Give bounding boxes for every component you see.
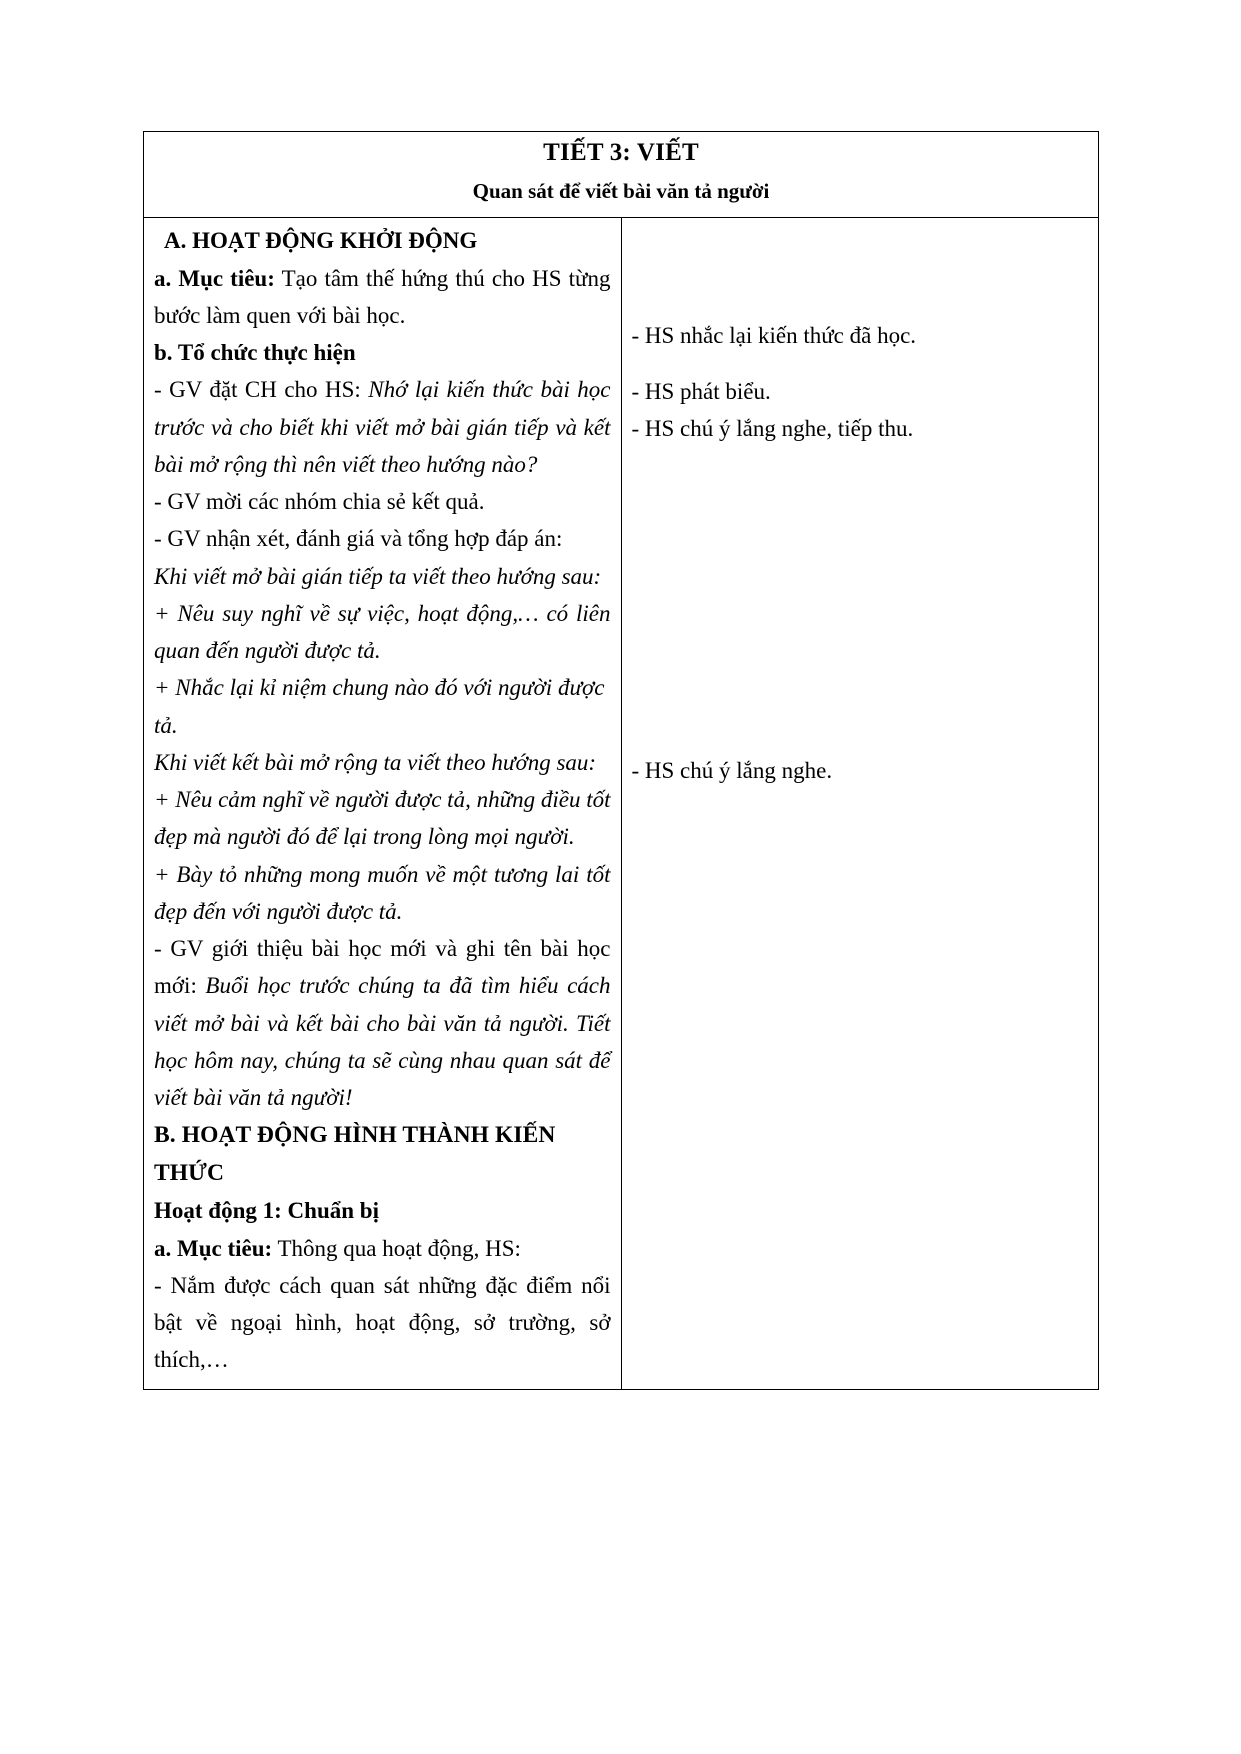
bullet-item-4: + Bày tỏ những mong muốn về một tương lai tốt đẹp đến với người được tả. — [154, 861, 611, 924]
teacher-introduce-lesson — [154, 930, 611, 1116]
teacher-question-line — [154, 371, 611, 483]
lesson-title-cell — [144, 132, 1099, 218]
bullet-item-1: + Nêu suy nghĩ về sự việc, hoạt động,… có liên quan đến người được tả. — [154, 600, 611, 663]
organization-heading: b. Tổ chức thực hiện — [154, 340, 356, 365]
right-column-spacer-top — [632, 222, 1089, 317]
teacher-activity-cell — [144, 218, 622, 1389]
objective-a-label: a. Mục tiêu: — [154, 265, 275, 291]
page-title: TIẾT 3: VIẾT — [543, 139, 699, 166]
page-subtitle: Quan sát để viết bài văn tả người — [472, 178, 770, 203]
table-row-content — [144, 218, 1099, 1389]
student-listen-attentively: - HS chú ý lắng nghe. — [631, 758, 833, 783]
student-recall-knowledge: - HS nhắc lại kiến thức đã học. — [631, 323, 917, 349]
teacher-question-italic: Nhớ lại kiến thức bài học trước và cho biết khi viết mở bài gián tiếp và kết bài mở rộng thì nên viết theo hướng nào? — [154, 377, 611, 477]
lesson-plan-table — [143, 131, 1099, 1390]
section-a-heading: A. HOẠT ĐỘNG KHỞI ĐỘNG — [164, 228, 478, 254]
activity-1-heading: Hoạt động 1: Chuẩn bị — [154, 1198, 379, 1224]
objective-b-text: Thông qua hoạt động, HS: — [272, 1235, 521, 1261]
bullet-item-2: + Nhắc lại kỉ niệm chung nào đó với người được tả. — [154, 675, 605, 738]
right-column-spacer-1 — [632, 355, 1089, 373]
teacher-question-label: - GV đặt CH cho HS: — [154, 377, 369, 403]
objective-b-detail: - Nắm được cách quan sát những đặc điểm nổi bật về ngoại hình, hoạt động, sở trường, sở thích,… — [154, 1272, 611, 1373]
teacher-invite-groups: - GV mời các nhóm chia sẻ kết quả. — [154, 489, 485, 514]
student-activity-cell — [621, 218, 1099, 1389]
student-listen-absorb: - HS chú ý lắng nghe, tiếp thu. — [631, 415, 914, 441]
teacher-feedback: - GV nhận xét, đánh giá và tổng hợp đáp án: — [154, 526, 563, 552]
objective-b-line — [154, 1230, 611, 1267]
conclusion-extended-heading: Khi viết kết bài mở rộng ta viết theo hướng sau: — [154, 749, 597, 775]
teacher-introduce-label: - GV giới thiệu bài học mới và ghi tên bài học mới: — [154, 936, 611, 999]
student-speak-up: - HS phát biểu. — [631, 378, 771, 404]
intro-indirect-heading: Khi viết mở bài gián tiếp ta viết theo hướng sau: — [154, 563, 602, 589]
objective-a-text: Tạo tâm thế hứng thú cho HS từng bước làm quen với bài học. — [154, 265, 611, 328]
objective-a-line — [154, 260, 611, 335]
right-column-spacer-2 — [632, 447, 1089, 752]
bullet-item-3: + Nêu cảm nghĩ về người được tả, những điều tốt đẹp mà người đó để lại trong lòng mọi người. — [154, 787, 611, 850]
table-row-title — [144, 132, 1099, 218]
objective-b-label: a. Mục tiêu: — [154, 1235, 273, 1261]
teacher-introduce-italic: Buổi học trước chúng ta đã tìm hiểu cách viết mở bài và kết bài cho bài văn tả người. Tiết học hôm nay, chúng ta sẽ cùng nhau quan sát để viết bài văn tả người! — [154, 973, 611, 1110]
section-b-heading: B. HOẠT ĐỘNG HÌNH THÀNH KIẾN THỨC — [154, 1122, 556, 1187]
